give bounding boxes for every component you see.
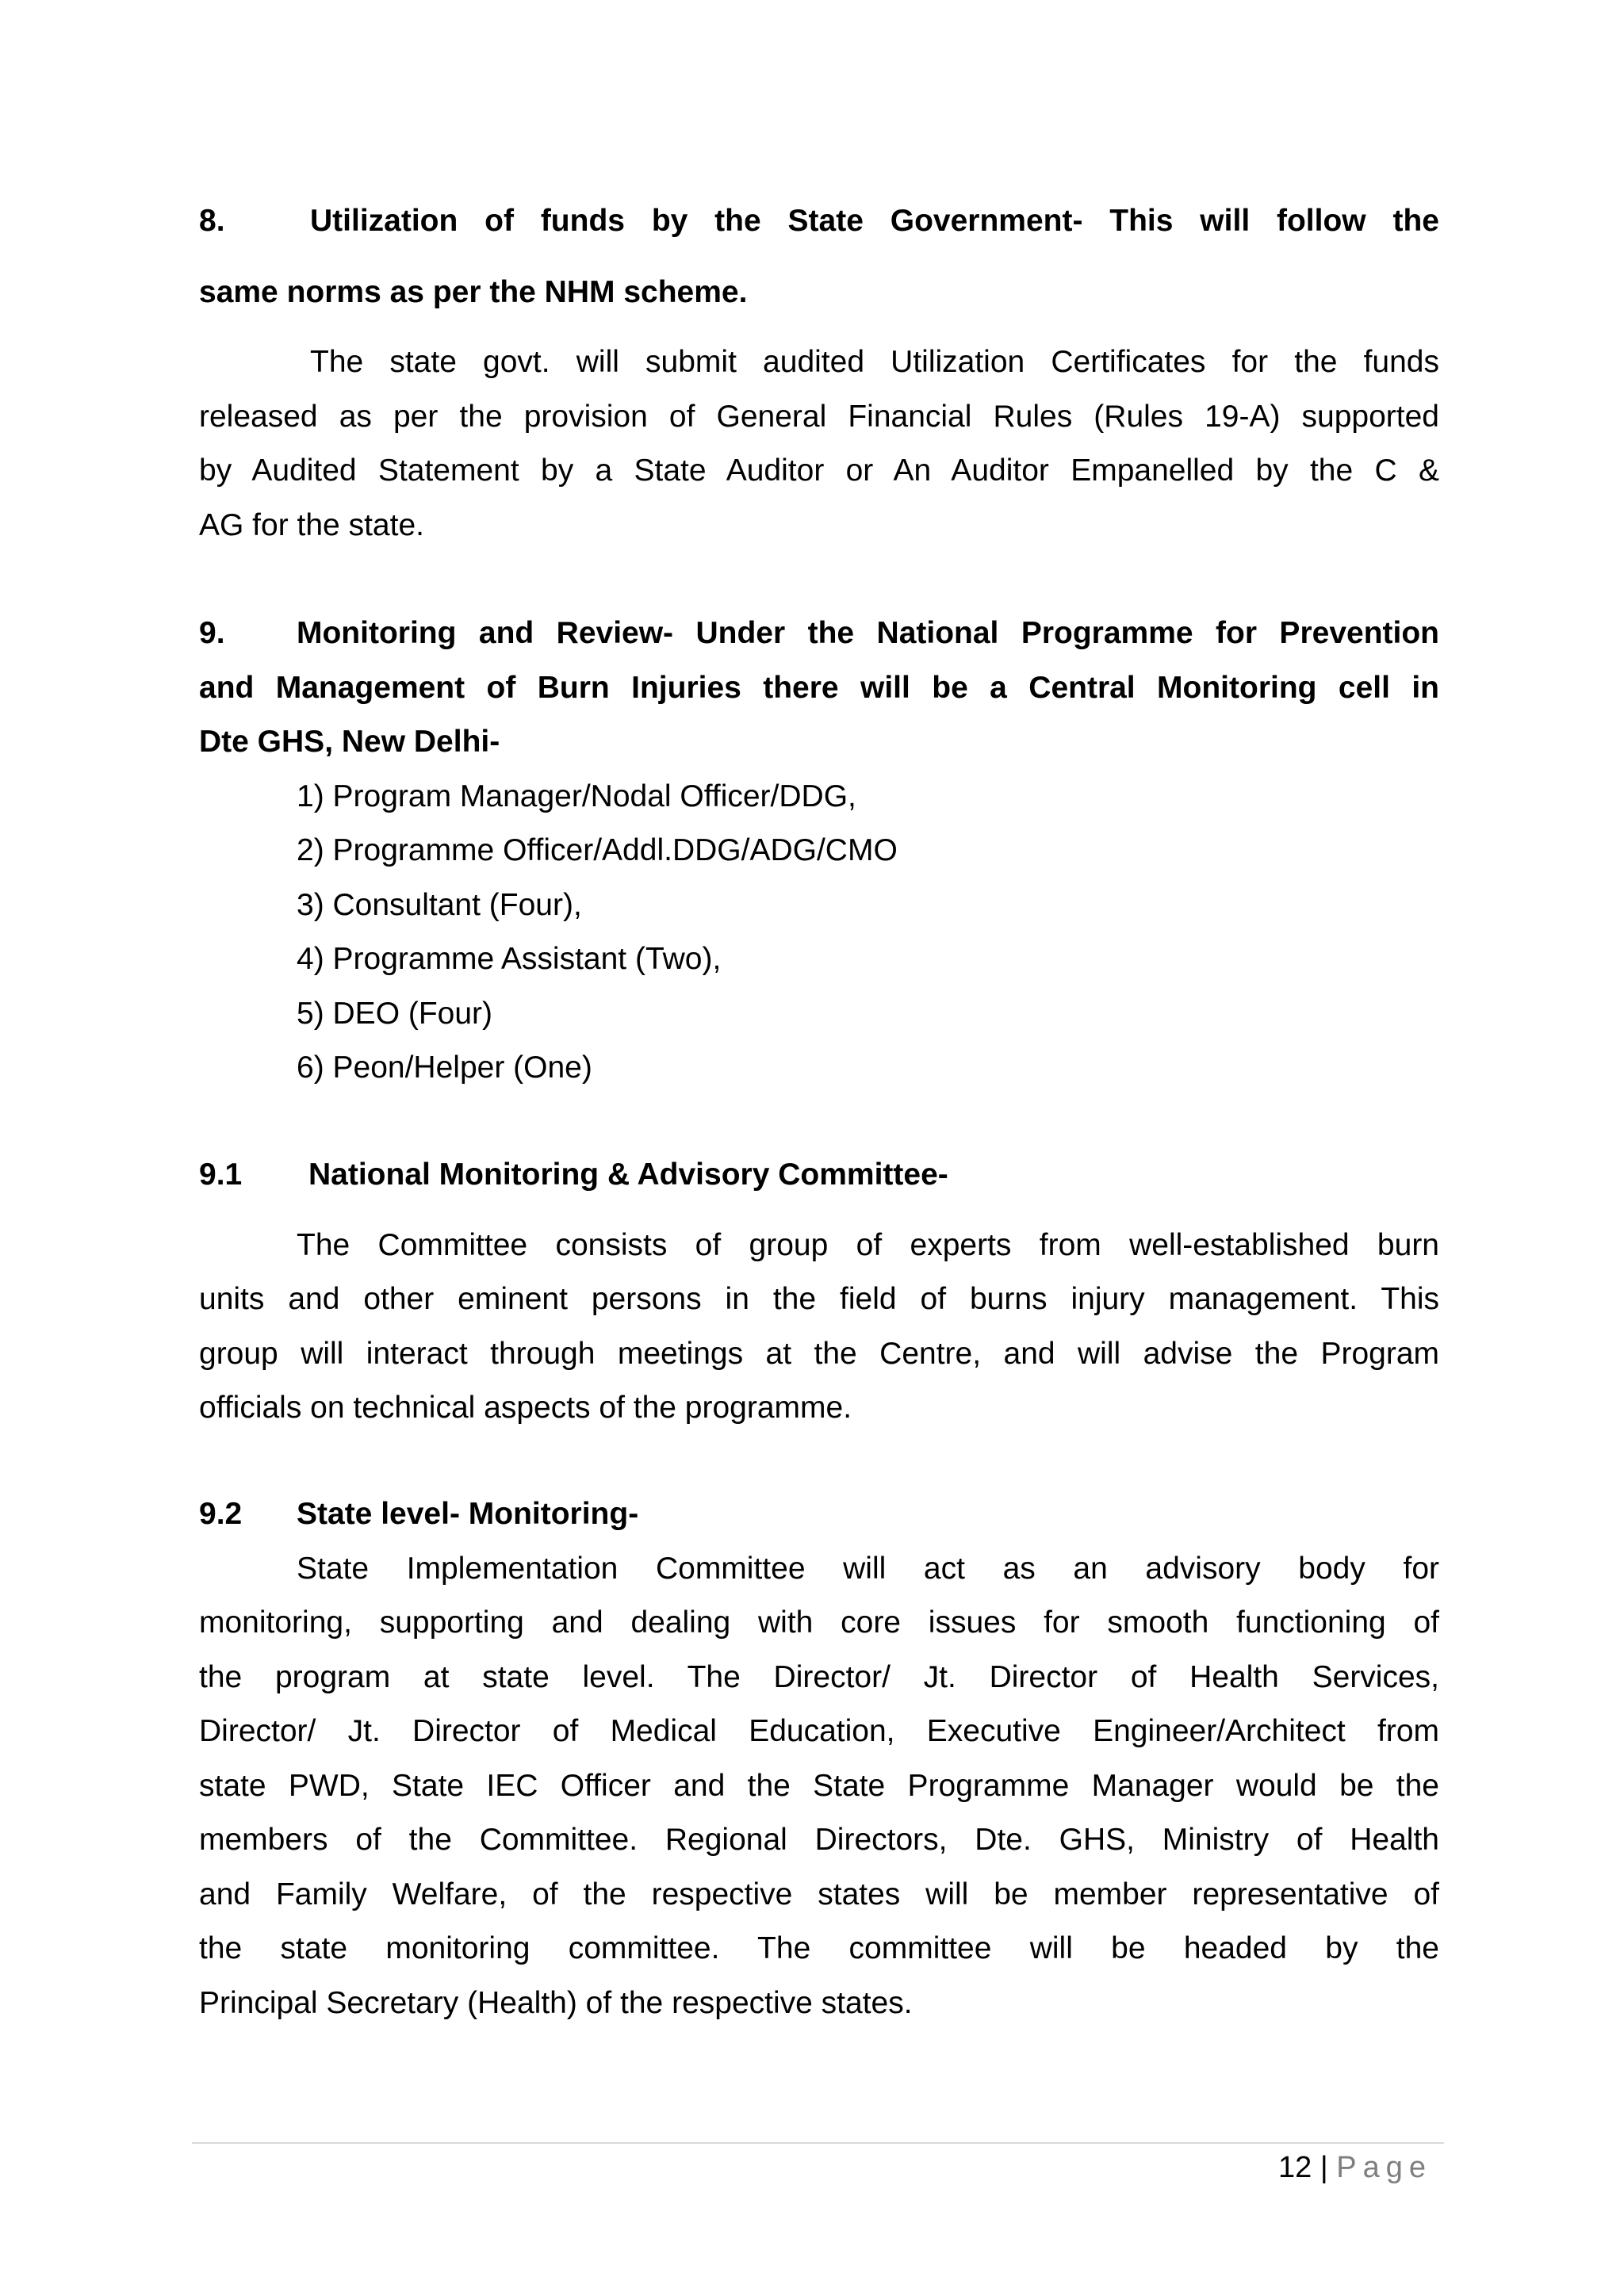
staff-list (199, 770, 1439, 1096)
section-8-heading (199, 194, 1439, 249)
list-item: 1) Program Manager/Nodal Officer/DDG, (297, 779, 856, 813)
section-9-2-paragraph (199, 1542, 1439, 2031)
paragraph-line: officials on technical aspects of the programme. (199, 1391, 852, 1425)
paragraph-line: Director/ Jt. Director of Medical Education, Executive Engineer/Architect from (199, 1714, 1439, 1748)
paragraph-line: and Family Welfare, of the respective states will be member representative of (199, 1877, 1439, 1911)
list-item: 3) Consultant (Four), (297, 887, 582, 922)
heading-text: State level- Monitoring- (297, 1497, 639, 1531)
section-number: 9. (199, 616, 225, 650)
page-label: Page (1336, 2151, 1432, 2184)
heading-text: and Management of Burn Injuries there will be a Central Monitoring cell in (199, 670, 1439, 705)
paragraph-line: units and other eminent persons in the field of burns injury management. This (199, 1282, 1439, 1316)
section-9-heading (199, 607, 1439, 661)
paragraph-line: the program at state level. The Director/ Jt. Director of Health Services, (199, 1659, 1439, 1694)
paragraph-line: AG for the state. (199, 507, 424, 542)
paragraph-line: State Implementation Committee will act as an advisory body for (297, 1551, 1439, 1586)
paragraph-line: Principal Secretary (Health) of the respective states. (199, 1985, 913, 2020)
footer-separator: | (1320, 2151, 1328, 2184)
section-9-1-heading (199, 1148, 1439, 1203)
list-item: 4) Programme Assistant (Two), (297, 942, 722, 976)
page-number: 12 (1277, 2151, 1312, 2184)
footer-divider (192, 2142, 1444, 2144)
section-8 (199, 194, 1439, 553)
section-9-1-paragraph (199, 1219, 1439, 1436)
heading-text: Utilization of funds by the State Government- This will follow the (310, 204, 1439, 238)
list-item: 2) Programme Officer/Addl.DDG/ADG/CMO (297, 833, 898, 867)
section-9-2-heading (199, 1487, 1439, 1542)
paragraph-line: group will interact through meetings at the Centre, and will advise the Program (199, 1336, 1439, 1371)
section-9-1 (199, 1148, 1439, 1436)
paragraph-line: the state monitoring committee. The committee will be headed by the (199, 1931, 1439, 1965)
section-9 (199, 607, 1439, 1096)
section-number: 8. (199, 204, 225, 238)
paragraph-line: members of the Committee. Regional Directors, Dte. GHS, Ministry of Health (199, 1823, 1439, 1857)
paragraph-line: The state govt. will submit audited Utilization Certificates for the funds (310, 345, 1439, 379)
heading-text: same norms as per the NHM scheme. (199, 274, 748, 309)
section-8-paragraph (199, 335, 1439, 553)
heading-text: Dte GHS, New Delhi- (199, 725, 500, 759)
heading-text: Monitoring and Review- Under the National Programme for Prevention (297, 616, 1439, 650)
list-item: 5) DEO (Four) (297, 996, 493, 1031)
section-number: 9.1 (199, 1158, 243, 1192)
list-item: 6) Peon/Helper (One) (297, 1050, 592, 1085)
heading-text: National Monitoring & Advisory Committee- (308, 1158, 948, 1192)
paragraph-line: released as per the provision of General Financial Rules (Rules 19-A) supported (199, 399, 1439, 434)
section-number: 9.2 (199, 1497, 243, 1531)
paragraph-line: monitoring, supporting and dealing with core issues for smooth functioning of (199, 1605, 1439, 1640)
paragraph-line: by Audited Statement by a State Auditor or An Auditor Empanelled by the C & (199, 453, 1439, 488)
paragraph-line: The Committee consists of group of experts from well-established burn (297, 1227, 1439, 1262)
section-9-2 (199, 1487, 1439, 2030)
paragraph-line: state PWD, State IEC Officer and the State Programme Manager would be the (199, 1768, 1439, 1803)
page-footer (1278, 2149, 1432, 2187)
